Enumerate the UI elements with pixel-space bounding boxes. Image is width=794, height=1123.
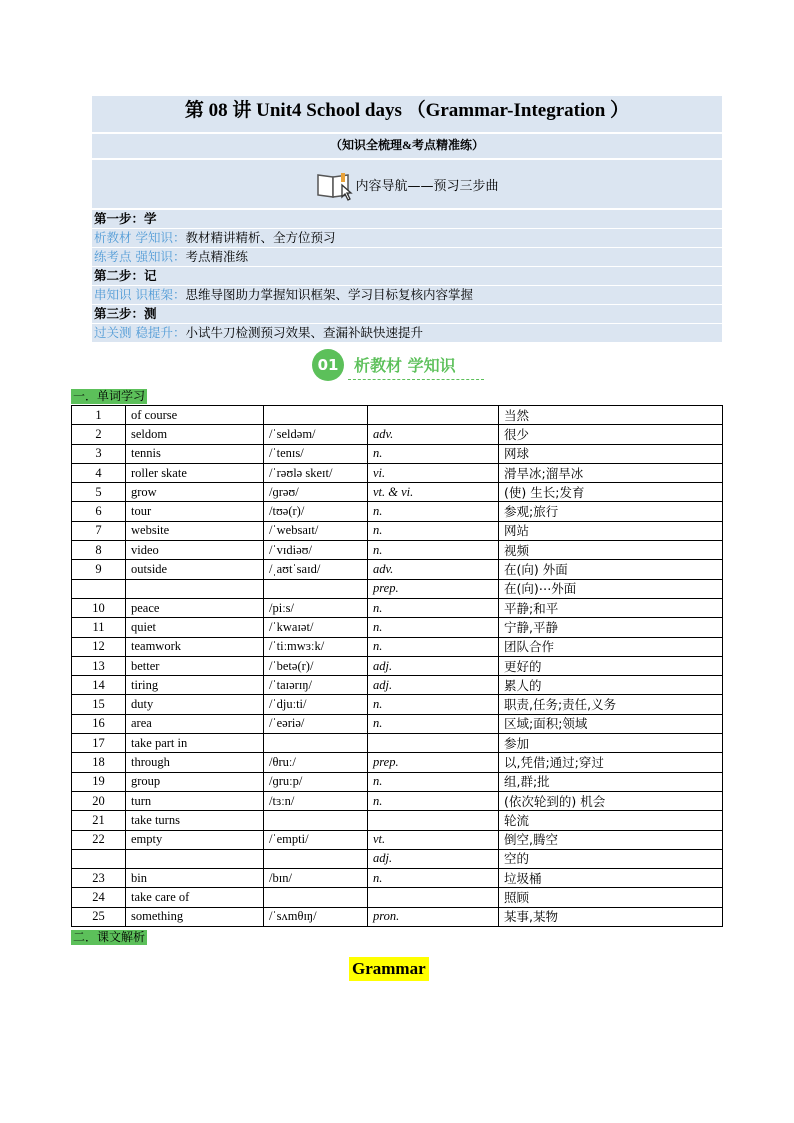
- table-row: [72, 425, 723, 444]
- vocab-meaning: 网球: [499, 444, 723, 463]
- vocab-number: 24: [72, 888, 126, 907]
- vocab-meaning: 职责,任务;责任,义务: [499, 695, 723, 714]
- vocab-pos: [368, 811, 499, 830]
- table-row: [72, 849, 723, 868]
- vocab-pos: n.: [368, 695, 499, 714]
- vocab-word: tiring: [126, 676, 264, 695]
- vocab-number: 1: [72, 406, 126, 425]
- table-row: [72, 714, 723, 733]
- step-2a: 串知识 识框架：思维导图助力掌握知识框架、学习目标复核内容掌握: [92, 286, 722, 305]
- vocab-phonetic: [264, 811, 368, 830]
- vocab-meaning: 网站: [499, 521, 723, 540]
- vocab-word: through: [126, 753, 264, 772]
- vocab-pos: n.: [368, 714, 499, 733]
- vocab-pos: adj.: [368, 656, 499, 675]
- vocab-pos: n.: [368, 521, 499, 540]
- table-row: [72, 869, 723, 888]
- table-row: [72, 483, 723, 502]
- vocab-word: [126, 849, 264, 868]
- vocab-number: 22: [72, 830, 126, 849]
- vocab-number: 10: [72, 598, 126, 617]
- section-underline: [348, 379, 484, 380]
- vocab-phonetic: /ˈkwaɪət/: [264, 618, 368, 637]
- table-row: [72, 656, 723, 675]
- vocab-pos: n.: [368, 618, 499, 637]
- grammar-title: Grammar: [349, 957, 429, 981]
- step-3a: 过关测 稳提升：小试牛刀检测预习效果、查漏补缺快速提升: [92, 324, 722, 343]
- vocab-phonetic: /ˈempti/: [264, 830, 368, 849]
- vocab-phonetic: /piːs/: [264, 598, 368, 617]
- vocab-phonetic: /θruː/: [264, 753, 368, 772]
- vocab-phonetic: /ˈbetə(r)/: [264, 656, 368, 675]
- table-row: [72, 676, 723, 695]
- vocab-phonetic: /ɡruːp/: [264, 772, 368, 791]
- vocab-pos: prep.: [368, 753, 499, 772]
- vocab-word: video: [126, 541, 264, 560]
- vocab-word: roller skate: [126, 463, 264, 482]
- vocab-phonetic: /tɜːn/: [264, 791, 368, 810]
- vocab-meaning: 照顾: [499, 888, 723, 907]
- book-pointer-icon: [315, 167, 355, 201]
- vocab-meaning: 宁静,平静: [499, 618, 723, 637]
- vocab-meaning: 团队合作: [499, 637, 723, 656]
- lesson-title: 第 08 讲 Unit4 School days （Grammar-Integration ）: [92, 96, 722, 134]
- table-row: [72, 560, 723, 579]
- vocab-meaning: 区域;面积;领域: [499, 714, 723, 733]
- vocab-pos: adj.: [368, 849, 499, 868]
- vocab-pos: pron.: [368, 907, 499, 926]
- vocab-pos: n.: [368, 598, 499, 617]
- table-row: [72, 521, 723, 540]
- vocab-phonetic: /ˈtaɪərɪŋ/: [264, 676, 368, 695]
- vocab-number: 15: [72, 695, 126, 714]
- vocab-phonetic: /ˈtiːmwɜːk/: [264, 637, 368, 656]
- vocab-meaning: 滑旱冰;溜旱冰: [499, 463, 723, 482]
- vocab-word: duty: [126, 695, 264, 714]
- step-1a: 析教材 学知识：教材精讲精析、全方位预习: [92, 229, 722, 248]
- vocab-table: [71, 405, 723, 927]
- vocab-number: 9: [72, 560, 126, 579]
- vocab-word: turn: [126, 791, 264, 810]
- vocab-word: empty: [126, 830, 264, 849]
- vocab-meaning: 视频: [499, 541, 723, 560]
- table-row: [72, 888, 723, 907]
- vocab-word: group: [126, 772, 264, 791]
- table-row: [72, 830, 723, 849]
- vocab-meaning: 参加: [499, 734, 723, 753]
- vocab-meaning: 在(向) 外面: [499, 560, 723, 579]
- vocab-word: grow: [126, 483, 264, 502]
- vocab-phonetic: /ˈvɪdiəʊ/: [264, 541, 368, 560]
- table-row: [72, 811, 723, 830]
- section-label: 析教材 学知识: [354, 356, 456, 375]
- step-3: 第三步：测: [92, 305, 722, 324]
- vocab-meaning: 在(向)⋯外面: [499, 579, 723, 598]
- table-row: [72, 444, 723, 463]
- vocab-pos: n.: [368, 772, 499, 791]
- vocab-number: 14: [72, 676, 126, 695]
- steps-list: [92, 210, 722, 343]
- vocab-phonetic: /ˌaʊtˈsaɪd/: [264, 560, 368, 579]
- vocab-meaning: 参观;旅行: [499, 502, 723, 521]
- vocab-meaning: 很少: [499, 425, 723, 444]
- vocab-word: quiet: [126, 618, 264, 637]
- table-row: [72, 753, 723, 772]
- table-row: [72, 598, 723, 617]
- vocab-number: 18: [72, 753, 126, 772]
- vocab-number: 12: [72, 637, 126, 656]
- vocab-pos: prep.: [368, 579, 499, 598]
- vocab-pos: adv.: [368, 560, 499, 579]
- vocab-number: 19: [72, 772, 126, 791]
- vocab-number: 6: [72, 502, 126, 521]
- vocab-pos: n.: [368, 444, 499, 463]
- vocab-phonetic: [264, 888, 368, 907]
- vocab-phonetic: /ˈdjuːti/: [264, 695, 368, 714]
- vocab-number: 16: [72, 714, 126, 733]
- step-2: 第二步：记: [92, 267, 722, 286]
- vocab-meaning: (使) 生长;发育: [499, 483, 723, 502]
- part1-label: 一．单词学习: [73, 389, 146, 403]
- vocab-number: 21: [72, 811, 126, 830]
- vocab-phonetic: /tʊə(r)/: [264, 502, 368, 521]
- vocab-pos: n.: [368, 791, 499, 810]
- vocab-word: something: [126, 907, 264, 926]
- table-row: [72, 907, 723, 926]
- vocab-word: website: [126, 521, 264, 540]
- table-row: [72, 734, 723, 753]
- vocab-number: 5: [72, 483, 126, 502]
- vocab-pos: n.: [368, 541, 499, 560]
- vocab-word: teamwork: [126, 637, 264, 656]
- table-row: [72, 695, 723, 714]
- vocab-meaning: 空的: [499, 849, 723, 868]
- vocab-phonetic: /ˈseldəm/: [264, 425, 368, 444]
- vocab-number: 20: [72, 791, 126, 810]
- vocab-word: better: [126, 656, 264, 675]
- vocab-number: 3: [72, 444, 126, 463]
- section-badge: [312, 347, 484, 383]
- vocab-number: 25: [72, 907, 126, 926]
- vocab-meaning: 平静;和平: [499, 598, 723, 617]
- vocab-meaning: 某事,某物: [499, 907, 723, 926]
- vocab-number: 13: [72, 656, 126, 675]
- vocab-phonetic: /ˈsʌmθɪŋ/: [264, 907, 368, 926]
- vocab-meaning: 当然: [499, 406, 723, 425]
- header-box: [92, 96, 722, 343]
- vocab-pos: [368, 888, 499, 907]
- vocab-word: tour: [126, 502, 264, 521]
- vocab-meaning: 倒空,腾空: [499, 830, 723, 849]
- vocab-pos: vt.: [368, 830, 499, 849]
- vocab-phonetic: /bɪn/: [264, 869, 368, 888]
- section-number: 01: [312, 349, 344, 381]
- vocab-meaning: 更好的: [499, 656, 723, 675]
- vocab-phonetic: /ˈtenɪs/: [264, 444, 368, 463]
- vocab-number: 8: [72, 541, 126, 560]
- table-row: [72, 637, 723, 656]
- table-row: [72, 502, 723, 521]
- vocab-pos: adj.: [368, 676, 499, 695]
- vocab-word: bin: [126, 869, 264, 888]
- vocab-phonetic: [264, 579, 368, 598]
- vocab-pos: [368, 734, 499, 753]
- vocab-number: 7: [72, 521, 126, 540]
- nav-text: 内容导航——预习三步曲: [355, 178, 499, 194]
- vocab-phonetic: /ˈeəriə/: [264, 714, 368, 733]
- vocab-pos: n.: [368, 637, 499, 656]
- vocab-number: [72, 579, 126, 598]
- step-1b: 练考点 强知识：考点精准练: [92, 248, 722, 267]
- vocab-meaning: (依次轮到的) 机会: [499, 791, 723, 810]
- vocab-meaning: 轮流: [499, 811, 723, 830]
- vocab-word: outside: [126, 560, 264, 579]
- vocab-meaning: 组,群;批: [499, 772, 723, 791]
- vocab-phonetic: /ˈrəʊlə skeɪt/: [264, 463, 368, 482]
- vocab-number: [72, 849, 126, 868]
- vocab-number: 4: [72, 463, 126, 482]
- vocab-pos: adv.: [368, 425, 499, 444]
- part2-label: 二．课文解析: [73, 930, 146, 944]
- vocab-number: 17: [72, 734, 126, 753]
- vocab-phonetic: /ɡrəʊ/: [264, 483, 368, 502]
- vocab-pos: vt. & vi.: [368, 483, 499, 502]
- table-row: [72, 463, 723, 482]
- vocab-phonetic: [264, 849, 368, 868]
- vocab-word: of course: [126, 406, 264, 425]
- lesson-subtitle: （知识全梳理&考点精准练）: [92, 134, 722, 160]
- vocab-number: 23: [72, 869, 126, 888]
- vocab-word: seldom: [126, 425, 264, 444]
- vocab-number: 11: [72, 618, 126, 637]
- vocab-word: area: [126, 714, 264, 733]
- table-row: [72, 541, 723, 560]
- vocab-word: peace: [126, 598, 264, 617]
- vocab-pos: vi.: [368, 463, 499, 482]
- vocab-number: 2: [72, 425, 126, 444]
- vocab-word: [126, 579, 264, 598]
- table-row: [72, 406, 723, 425]
- vocab-pos: [368, 406, 499, 425]
- vocab-phonetic: /ˈwebsaɪt/: [264, 521, 368, 540]
- vocab-meaning: 垃圾桶: [499, 869, 723, 888]
- table-row: [72, 579, 723, 598]
- vocab-meaning: 累人的: [499, 676, 723, 695]
- table-row: [72, 772, 723, 791]
- table-row: [72, 791, 723, 810]
- vocab-meaning: 以,凭借;通过;穿过: [499, 753, 723, 772]
- vocab-pos: n.: [368, 502, 499, 521]
- step-1: 第一步：学: [92, 210, 722, 229]
- vocab-phonetic: [264, 406, 368, 425]
- vocab-word: take part in: [126, 734, 264, 753]
- vocab-word: take turns: [126, 811, 264, 830]
- vocab-word: take care of: [126, 888, 264, 907]
- vocab-pos: n.: [368, 869, 499, 888]
- table-row: [72, 618, 723, 637]
- vocab-phonetic: [264, 734, 368, 753]
- vocab-word: tennis: [126, 444, 264, 463]
- content-nav: [92, 160, 722, 210]
